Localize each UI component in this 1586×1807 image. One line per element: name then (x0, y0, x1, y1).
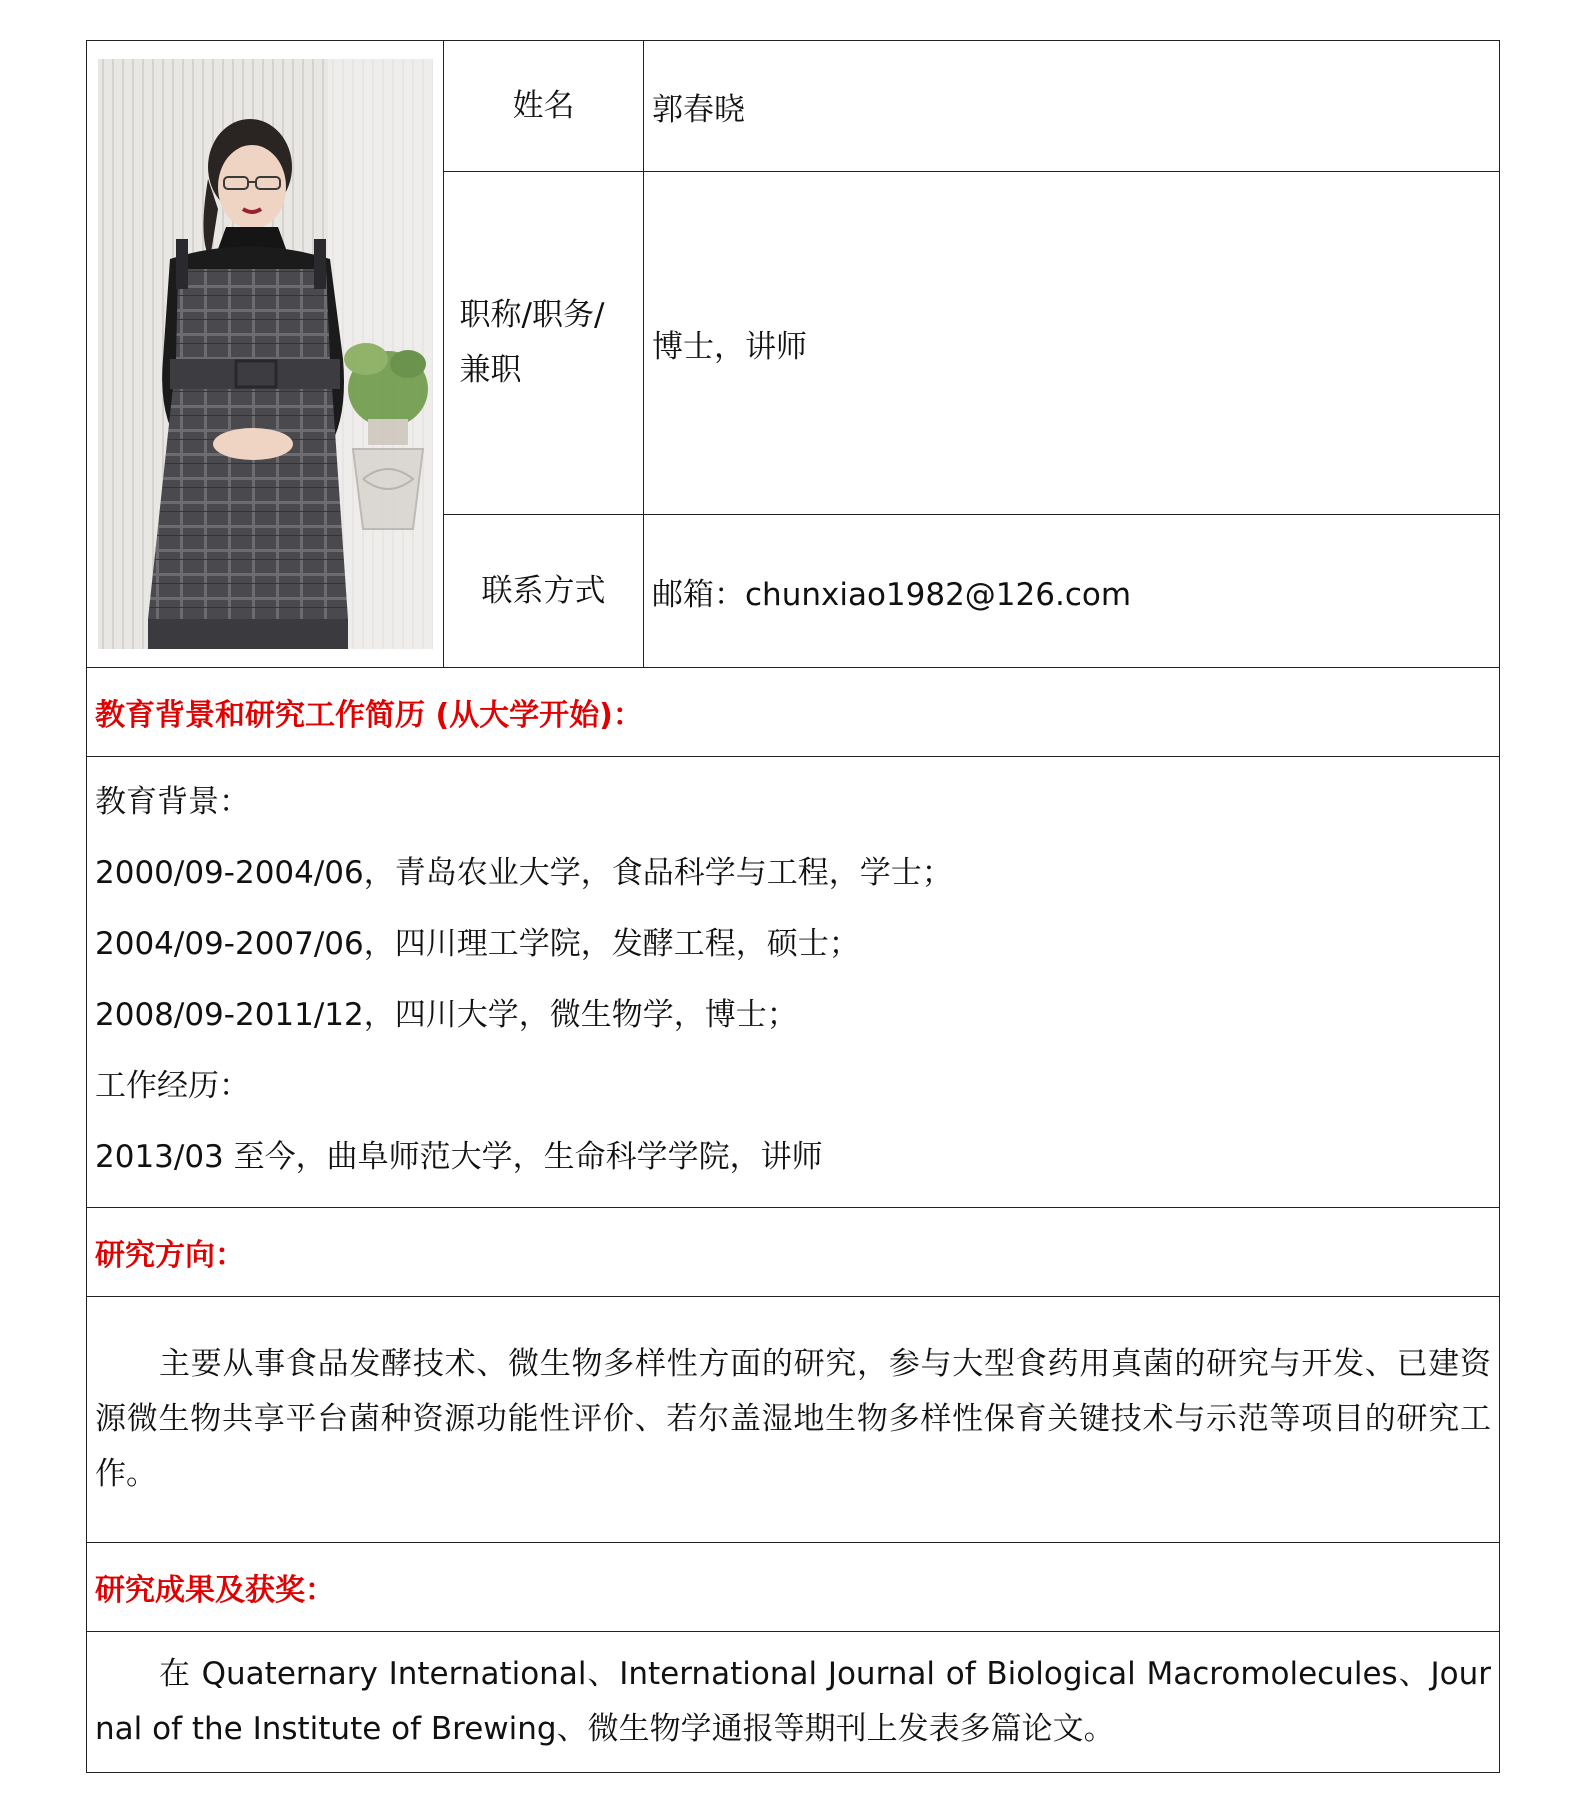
contact-value: 邮箱：chunxiao1982@126.com (644, 515, 1500, 668)
contact-label: 联系方式 (444, 515, 644, 668)
research-heading-row (87, 1208, 1500, 1297)
title-value: 博士，讲师 (644, 172, 1500, 515)
achievements-content-row (87, 1632, 1500, 1773)
name-label: 姓名 (444, 41, 644, 172)
profile-table (86, 40, 1500, 1773)
name-row (87, 41, 1500, 172)
achievements-text: 在 Quaternary International、International Journal of Biological Macromolecules、Journal of the Institute of Brewing、微生物学通报等期刊上发表多篇论文。 (95, 1656, 1491, 1747)
achievements-content (87, 1632, 1500, 1773)
title-label-cell (444, 172, 644, 515)
education-heading: 教育背景和研究工作简历 (从大学开始)： (87, 668, 1500, 757)
education-heading-row (87, 668, 1500, 757)
education-content (87, 757, 1500, 1208)
title-label: 职称/职务/兼职 (459, 297, 605, 388)
research-content-row (87, 1297, 1500, 1543)
achievements-heading: 研究成果及获奖： (87, 1543, 1500, 1632)
research-text: 主要从事食品发酵技术、微生物多样性方面的研究，参与大型食药用真菌的研究与开发、已建资源微生物共享平台菌种资源功能性评价、若尔盖湿地生物多样性保育关键技术与示范等项目的研究工作。 (95, 1346, 1491, 1492)
photo-cell (87, 41, 444, 668)
research-heading: 研究方向： (87, 1208, 1500, 1297)
education-line: 2008/09-2011/12，四川大学，微生物学，博士； (95, 997, 798, 1033)
education-line: 2000/09-2004/06，青岛农业大学，食品科学与工程，学士； (95, 855, 953, 891)
profile-document (86, 40, 1500, 1773)
education-line: 教育背景： (95, 784, 250, 820)
education-line: 2004/09-2007/06，四川理工学院，发酵工程，硕士； (95, 926, 860, 962)
education-content-row (87, 757, 1500, 1208)
education-line: 工作经历： (95, 1068, 250, 1104)
education-line: 2013/03 至今，曲阜师范大学，生命科学学院，讲师 (95, 1139, 823, 1175)
profile-photo (98, 59, 433, 649)
research-content (87, 1297, 1500, 1543)
achievements-heading-row (87, 1543, 1500, 1632)
name-value: 郭春晓 (644, 41, 1500, 172)
